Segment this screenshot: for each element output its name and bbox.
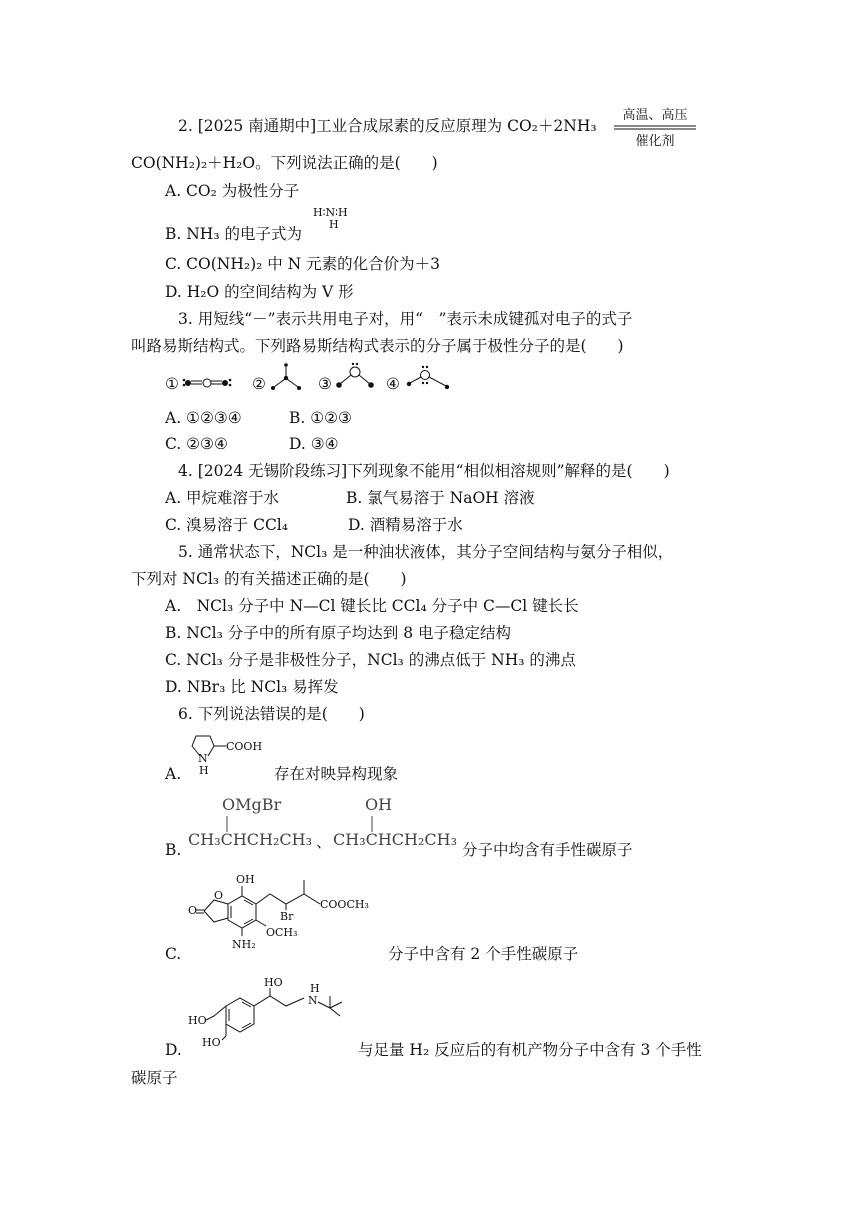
q5-stem-line2: 下列对 NCl₃ 的有关描述正确的是( ) <box>131 570 407 588</box>
q3-option-d: D. ③④ <box>289 435 339 453</box>
q3-label-1: ① <box>165 375 179 393</box>
q2-nh3-electron-formula: H∶N∶H <box>313 206 348 219</box>
q2-intro: 2. [2025 南通期中]工业合成尿素的反应原理为 CO₂＋2NH₃ <box>178 117 597 135</box>
q2-nh3-electron-formula-h: H <box>329 218 339 231</box>
q6-c-oh: OH <box>236 873 255 886</box>
q6-c-carbonyl-o: O <box>188 904 198 917</box>
q6-d-ho-1: HO <box>188 1014 207 1027</box>
q6-option-d-text: 与足量 H₂ 反应后的有机产物分子中含有 3 个手性 <box>358 1041 702 1059</box>
q3-structure-3 <box>334 362 378 396</box>
q6-b-oh: OH <box>365 795 393 814</box>
q2-continuation: CO(NH₂)₂＋H₂O。下列说法正确的是( ) <box>131 154 438 172</box>
q6-stem: 6. 下列说法错误的是( ) <box>178 705 365 723</box>
q6-c-nh2: NH₂ <box>232 938 256 951</box>
q6-b-separator: 、 <box>316 833 332 851</box>
q6-a-cooh: COOH <box>226 740 263 753</box>
q5-option-c: C. NCl₃ 分子是非极性分子，NCl₃ 的沸点低于 NH₃ 的沸点 <box>165 651 576 669</box>
q6-d-h: H <box>310 982 320 995</box>
q3-structure-2 <box>270 362 310 396</box>
q3-option-c: C. ②③④ <box>165 435 228 453</box>
q2-condition-top: 高温、高压 <box>622 108 688 123</box>
q2-condition-bottom: 催化剂 <box>635 134 675 149</box>
q3-option-b: B. ①②③ <box>289 409 352 427</box>
q6-d-ho-2: HO <box>202 1036 221 1049</box>
q4-option-b: B. 氯气易溶于 NaOH 溶液 <box>346 489 535 507</box>
q6-c-och3: OCH₃ <box>266 926 298 939</box>
q5-option-d: D. NBr₃ 比 NCl₃ 易挥发 <box>165 678 339 696</box>
q2-option-c: C. CO(NH₂)₂ 中 N 元素的化合价为＋3 <box>165 255 441 273</box>
q6-b-omgbr: OMgBr <box>222 795 282 814</box>
q3-label-2: ② <box>252 375 266 393</box>
q6-option-a-structure <box>186 732 270 780</box>
q6-option-c-structure <box>186 866 386 956</box>
q6-d-oh-top: HO <box>264 976 283 989</box>
q2-option-a: A. CO₂ 为极性分子 <box>165 182 300 200</box>
q5-option-a: A. NCl₃ 分子中 N—Cl 键长比 CCl₄ 分子中 C—Cl 键长长 <box>165 597 579 615</box>
q6-option-c-text: 分子中含有 2 个手性碳原子 <box>388 945 579 963</box>
q6-b-formula-2: CH₃CHCH₂CH₃ <box>333 830 458 849</box>
q6-a-n: N <box>198 752 208 765</box>
q2-option-d: D. H₂O 的空间结构为 V 形 <box>165 283 354 301</box>
q5-option-b: B. NCl₃ 分子中的所有原子均达到 8 电子稳定结构 <box>165 624 511 642</box>
q6-c-cooch3: COOCH₃ <box>320 898 369 911</box>
q6-c-br: Br <box>280 910 294 923</box>
q6-option-d-structure <box>186 976 356 1056</box>
q6-option-c-label: C. <box>165 945 182 963</box>
q3-structure-1 <box>180 372 240 396</box>
q3-label-4: ④ <box>386 375 400 393</box>
q3-option-a: A. ①②③④ <box>165 409 242 427</box>
q6-option-d-text-cont: 碳原子 <box>131 1069 178 1087</box>
q6-option-b-text: 分子中均含有手性碳原子 <box>462 841 633 859</box>
q6-option-b-label: B. <box>165 841 182 859</box>
q3-label-3: ③ <box>318 375 332 393</box>
q6-option-d-label: D. <box>165 1041 182 1059</box>
q4-option-c: C. 溴易溶于 CCl₄ <box>165 516 288 534</box>
q4-stem: 4. [2024 无锡阶段练习]下列现象不能用“相似相溶规则”解释的是( ) <box>178 462 670 480</box>
q5-stem-line1: 5. 通常状态下，NCl₃ 是一种油状液体，其分子空间结构与氨分子相似， <box>178 543 674 561</box>
q6-b-formula-1: CH₃CHCH₂CH₃ <box>188 830 313 849</box>
q6-option-a-label: A. <box>165 765 182 783</box>
q4-option-a: A. 甲烷难溶于水 <box>165 489 280 507</box>
q3-stem-line2: 叫路易斯结构式。下列路易斯结构式表示的分子属于极性分子的是( ) <box>131 337 624 355</box>
q6-c-ring-o: O <box>214 889 224 902</box>
q6-option-a-text: 存在对映异构现象 <box>274 765 399 783</box>
q3-structure-4 <box>404 364 454 394</box>
q3-stem-line1: 3. 用短线“－”表示共用电子对，用“ ”表示未成键孤对电子的式子 <box>178 310 633 328</box>
q4-option-d: D. 酒精易溶于水 <box>348 516 463 534</box>
q6-a-h: H <box>199 764 209 777</box>
q6-d-n: N <box>308 994 318 1007</box>
q2-option-b: B. NH₃ 的电子式为 <box>165 225 302 243</box>
